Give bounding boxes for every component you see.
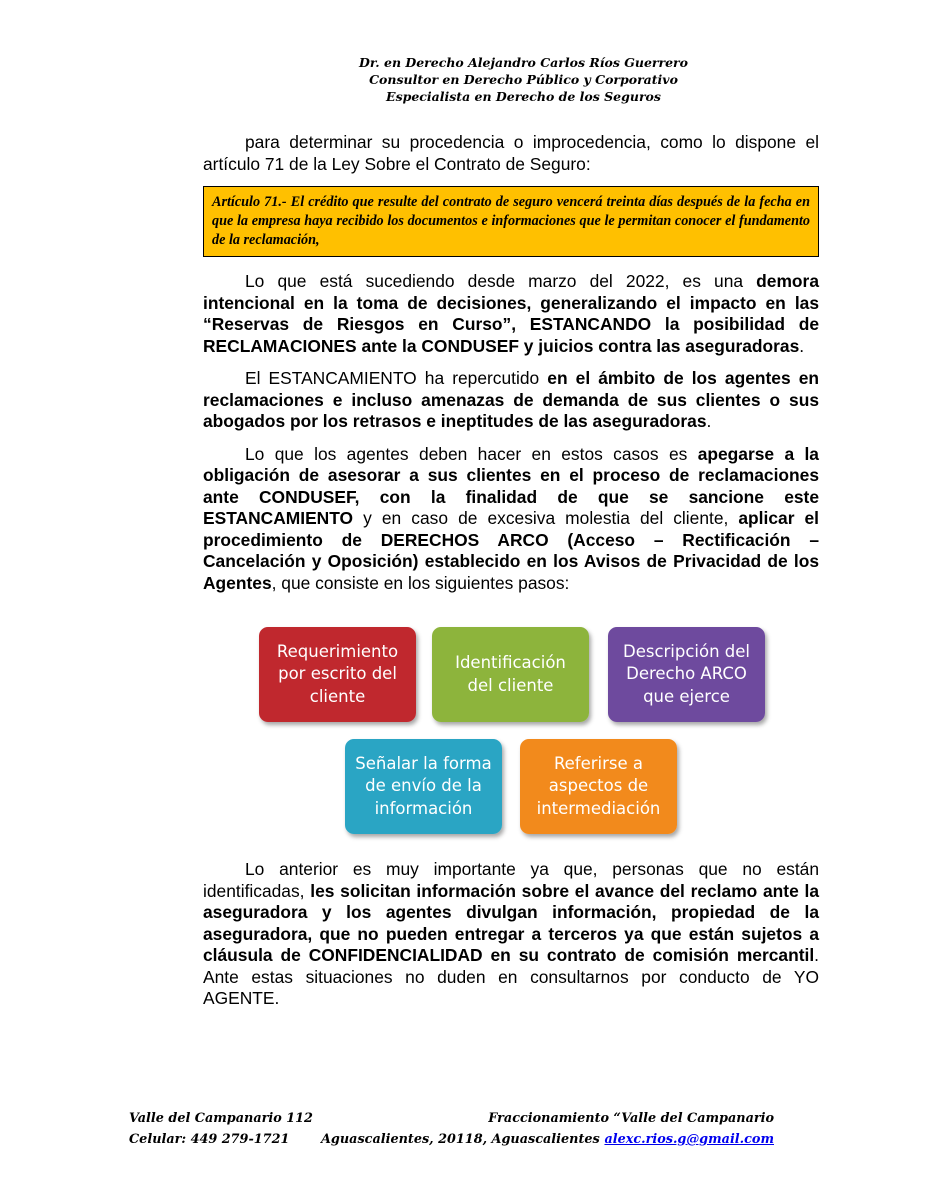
article-71-quote: Artículo 71.- El crédito que resulte del contrato de seguro vencerá treinta días después de la fecha en que la empresa haya recibido los documentos e informaciones que le permitan conocer el fundamento de la reclamación,	[203, 186, 819, 257]
text-span: y en caso de excesiva molestia del cliente,	[353, 508, 739, 528]
step-label-line: aspectos de	[548, 776, 649, 796]
bold-text-span: aplicar el procedimiento de DERECHOS ARCO (Acceso – Rectificación – Cancelación y Oposición) establecido en los Avisos de Privacidad de los Agentes	[203, 508, 820, 593]
step-label-line: del cliente	[467, 675, 554, 695]
step-box-request	[259, 627, 416, 722]
footer-phone: Celular: 449 279-1721	[129, 1132, 290, 1147]
footer-neighborhood: Fraccionamiento “Valle del Campanario	[488, 1111, 774, 1126]
text-span: Lo que está sucediendo desde marzo del 2022, es una	[245, 271, 757, 291]
step-label-line: Señalar la forma	[355, 753, 492, 773]
step-box-arco-right	[608, 627, 765, 722]
step-box-identification	[432, 627, 589, 722]
step-label-line: intermediación	[536, 798, 661, 818]
paragraph-delay	[203, 271, 819, 357]
footer-address: Valle del Campanario 112	[129, 1111, 313, 1126]
text-span: Lo que los agentes deben hacer en estos casos es	[245, 443, 698, 464]
paragraph-intro: para determinar su procedencia o improcedencia, como lo dispone el artículo 71 de la Ley Sobre el Contrato de Seguro:	[203, 132, 819, 174]
bold-text-span: en el ámbito de los agentes en reclamaciones e incluso amenazas de demanda de sus clientes o sus abogados por los retrasos e ineptitudes de las aseguradoras	[203, 368, 820, 431]
step-label-line: que ejerce	[643, 686, 730, 706]
letterhead-specialty: Especialista en Derecho de los Seguros	[386, 89, 661, 104]
text-span: . Ante estas situaciones no duden en consultarnos por conducto de YO AGENTE.	[203, 945, 819, 1008]
text-span: .	[799, 335, 805, 356]
footer	[129, 1108, 774, 1150]
step-label-line: Identificación	[455, 653, 566, 672]
step-label-line: Requerimiento	[276, 641, 399, 661]
text-span: El ESTANCAMIENTO ha repercutido	[245, 368, 548, 388]
letterhead	[0, 54, 927, 105]
step-label-line: información	[374, 798, 473, 818]
bold-text-span: demora intencional en la toma de decisiones, generalizando el impacto en las “Reservas de Riesgos en Curso”, ESTANCANDO la posibilidad de RECLAMACIONES ante la CONDUSEF y juicios contra las aseguradoras	[203, 271, 819, 356]
step-box-delivery	[345, 739, 502, 834]
letterhead-title: Consultor en Derecho Público y Corporativo	[369, 72, 678, 87]
text-span: .	[706, 411, 712, 431]
text-span: Lo anterior es muy importante ya que, personas que no están identificadas,	[203, 859, 819, 901]
paragraph-agents	[203, 444, 819, 595]
letterhead-name: Dr. en Derecho Alejandro Carlos Ríos Guerrero	[359, 55, 688, 70]
step-label-line: Descripción del	[622, 641, 751, 661]
step-label-line: cliente	[309, 686, 366, 706]
footer-city: Aguascalientes, 20118, Aguascalientes	[321, 1132, 600, 1147]
step-label-line: de envío de la	[365, 776, 482, 796]
step-box-intermediation	[520, 739, 677, 834]
text-span: , que consiste en los siguientes pasos:	[271, 572, 570, 593]
bold-text-span: apegarse a la obligación de asesorar a sus clientes en el proceso de reclamaciones ante CONDUSEF, con la finalidad de que se sancione este ESTANCAMIENTO	[203, 443, 819, 528]
bold-text-span: les solicitan información sobre el avance del reclamo ante la aseguradora y los agentes divulgan información, propiedad de la aseguradora, que no pueden entregar a terceros ya que están sujetos a cláusula de CONFIDENCIALIDAD en su contrato de comisión mercantil	[203, 880, 819, 965]
paragraph-confidentiality	[203, 859, 819, 1010]
step-label-line: por escrito del	[278, 664, 397, 684]
paragraph-stagnation	[203, 368, 819, 433]
step-label-line: Derecho ARCO	[626, 664, 747, 684]
document-body	[203, 132, 819, 605]
footer-email-link[interactable]: alexc.rios.g@gmail.com	[604, 1132, 774, 1147]
step-label-line: Referirse a	[553, 753, 644, 773]
document-body-continued	[203, 859, 819, 1021]
